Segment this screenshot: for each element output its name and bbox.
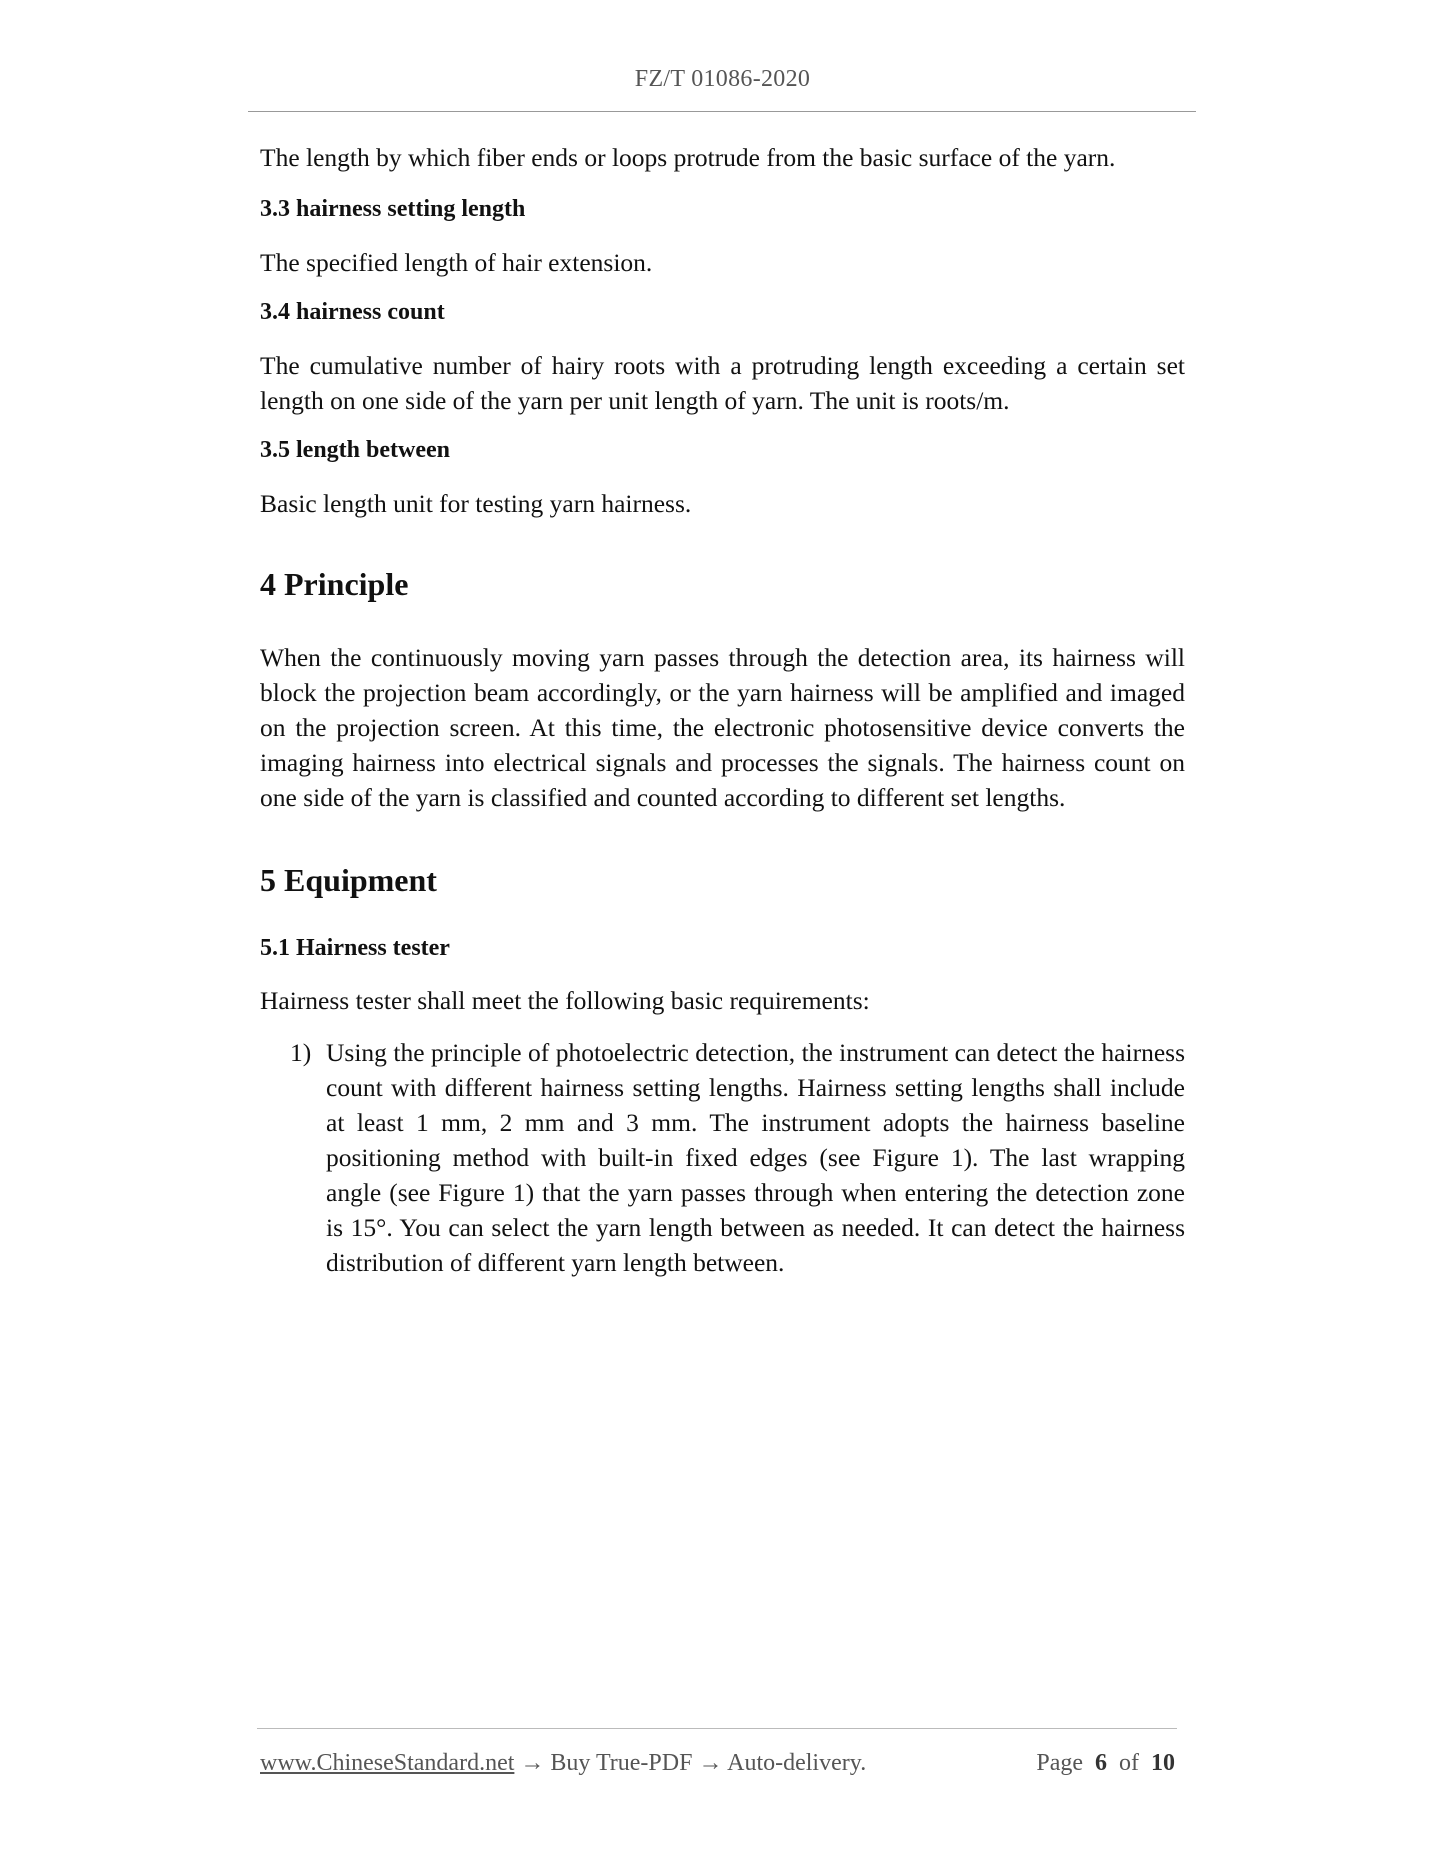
section-5-1-paragraph: Hairness tester shall meet the following basic requirements: [260,986,870,1015]
list-item-text: Using the principle of photoelectric detection, the instrument can detect the hairness count with different hairness setting lengths. Hairness setting lengths shall include at least 1 mm, 2 mm and 3 mm. The instrument adopts the hairness baseline positioning method with built-in fixed edges (see Figure 1). The last wrapping angle (see Figure 1) that the yarn passes through when entering the detection zone is 15°. You can select the yarn length between as needed. It can detect the hairness distribution of different yarn length between. [326,1038,1185,1277]
page-of-label: of [1119,1750,1139,1776]
definition-intro-paragraph: The length by which fiber ends or loops protrude from the basic surface of the yarn. [260,143,1116,172]
term-3-3-heading: 3.3 hairness setting length [260,196,526,222]
section-4-title: 4 Principle [260,566,409,602]
page-current: 6 [1095,1750,1107,1776]
chinesestandard-link[interactable]: www.ChineseStandard.net [260,1750,515,1776]
term-3-5-definition: Basic length unit for testing yarn hairness. [260,489,692,518]
footer-promo-text: → Buy True-PDF → Auto-delivery. [514,1750,867,1776]
term-3-4-definition: The cumulative number of hairy roots with a protruding length exceeding a certain set length on one side of the yarn per unit length of yarn. The unit is roots/m. [260,351,1185,415]
term-3-4-heading: 3.4 hairness count [260,299,445,325]
section-4-paragraph: When the continuously moving yarn passes through the detection area, its hairness will block the projection beam accordingly, or the yarn hairness will be amplified and imaged on the projection screen. At this time, the electronic photosensitive device converts the imaging hairness into electrical signals and processes the signals. The hairness count on one side of the yarn is classified and counted according to different set lengths. [260,643,1185,812]
list-item [290,1035,1185,1280]
page-label: Page [1036,1750,1083,1776]
term-3-5-heading: 3.5 length between [260,437,450,463]
page-total: 10 [1151,1750,1175,1776]
footer-divider [257,1728,1177,1729]
page-number [1036,1750,1175,1777]
page-footer [260,1750,1175,1782]
list-item-number: 1) [290,1038,312,1067]
term-5-1-heading: 5.1 Hairness tester [260,935,450,961]
term-3-3-definition: The specified length of hair extension. [260,248,653,277]
document-body [260,140,1185,1280]
document-code: FZ/T 01086-2020 [634,66,811,92]
requirements-list [260,1035,1185,1280]
header-divider [248,111,1196,112]
section-5-title: 5 Equipment [260,862,437,898]
footer-promo [260,1750,866,1777]
